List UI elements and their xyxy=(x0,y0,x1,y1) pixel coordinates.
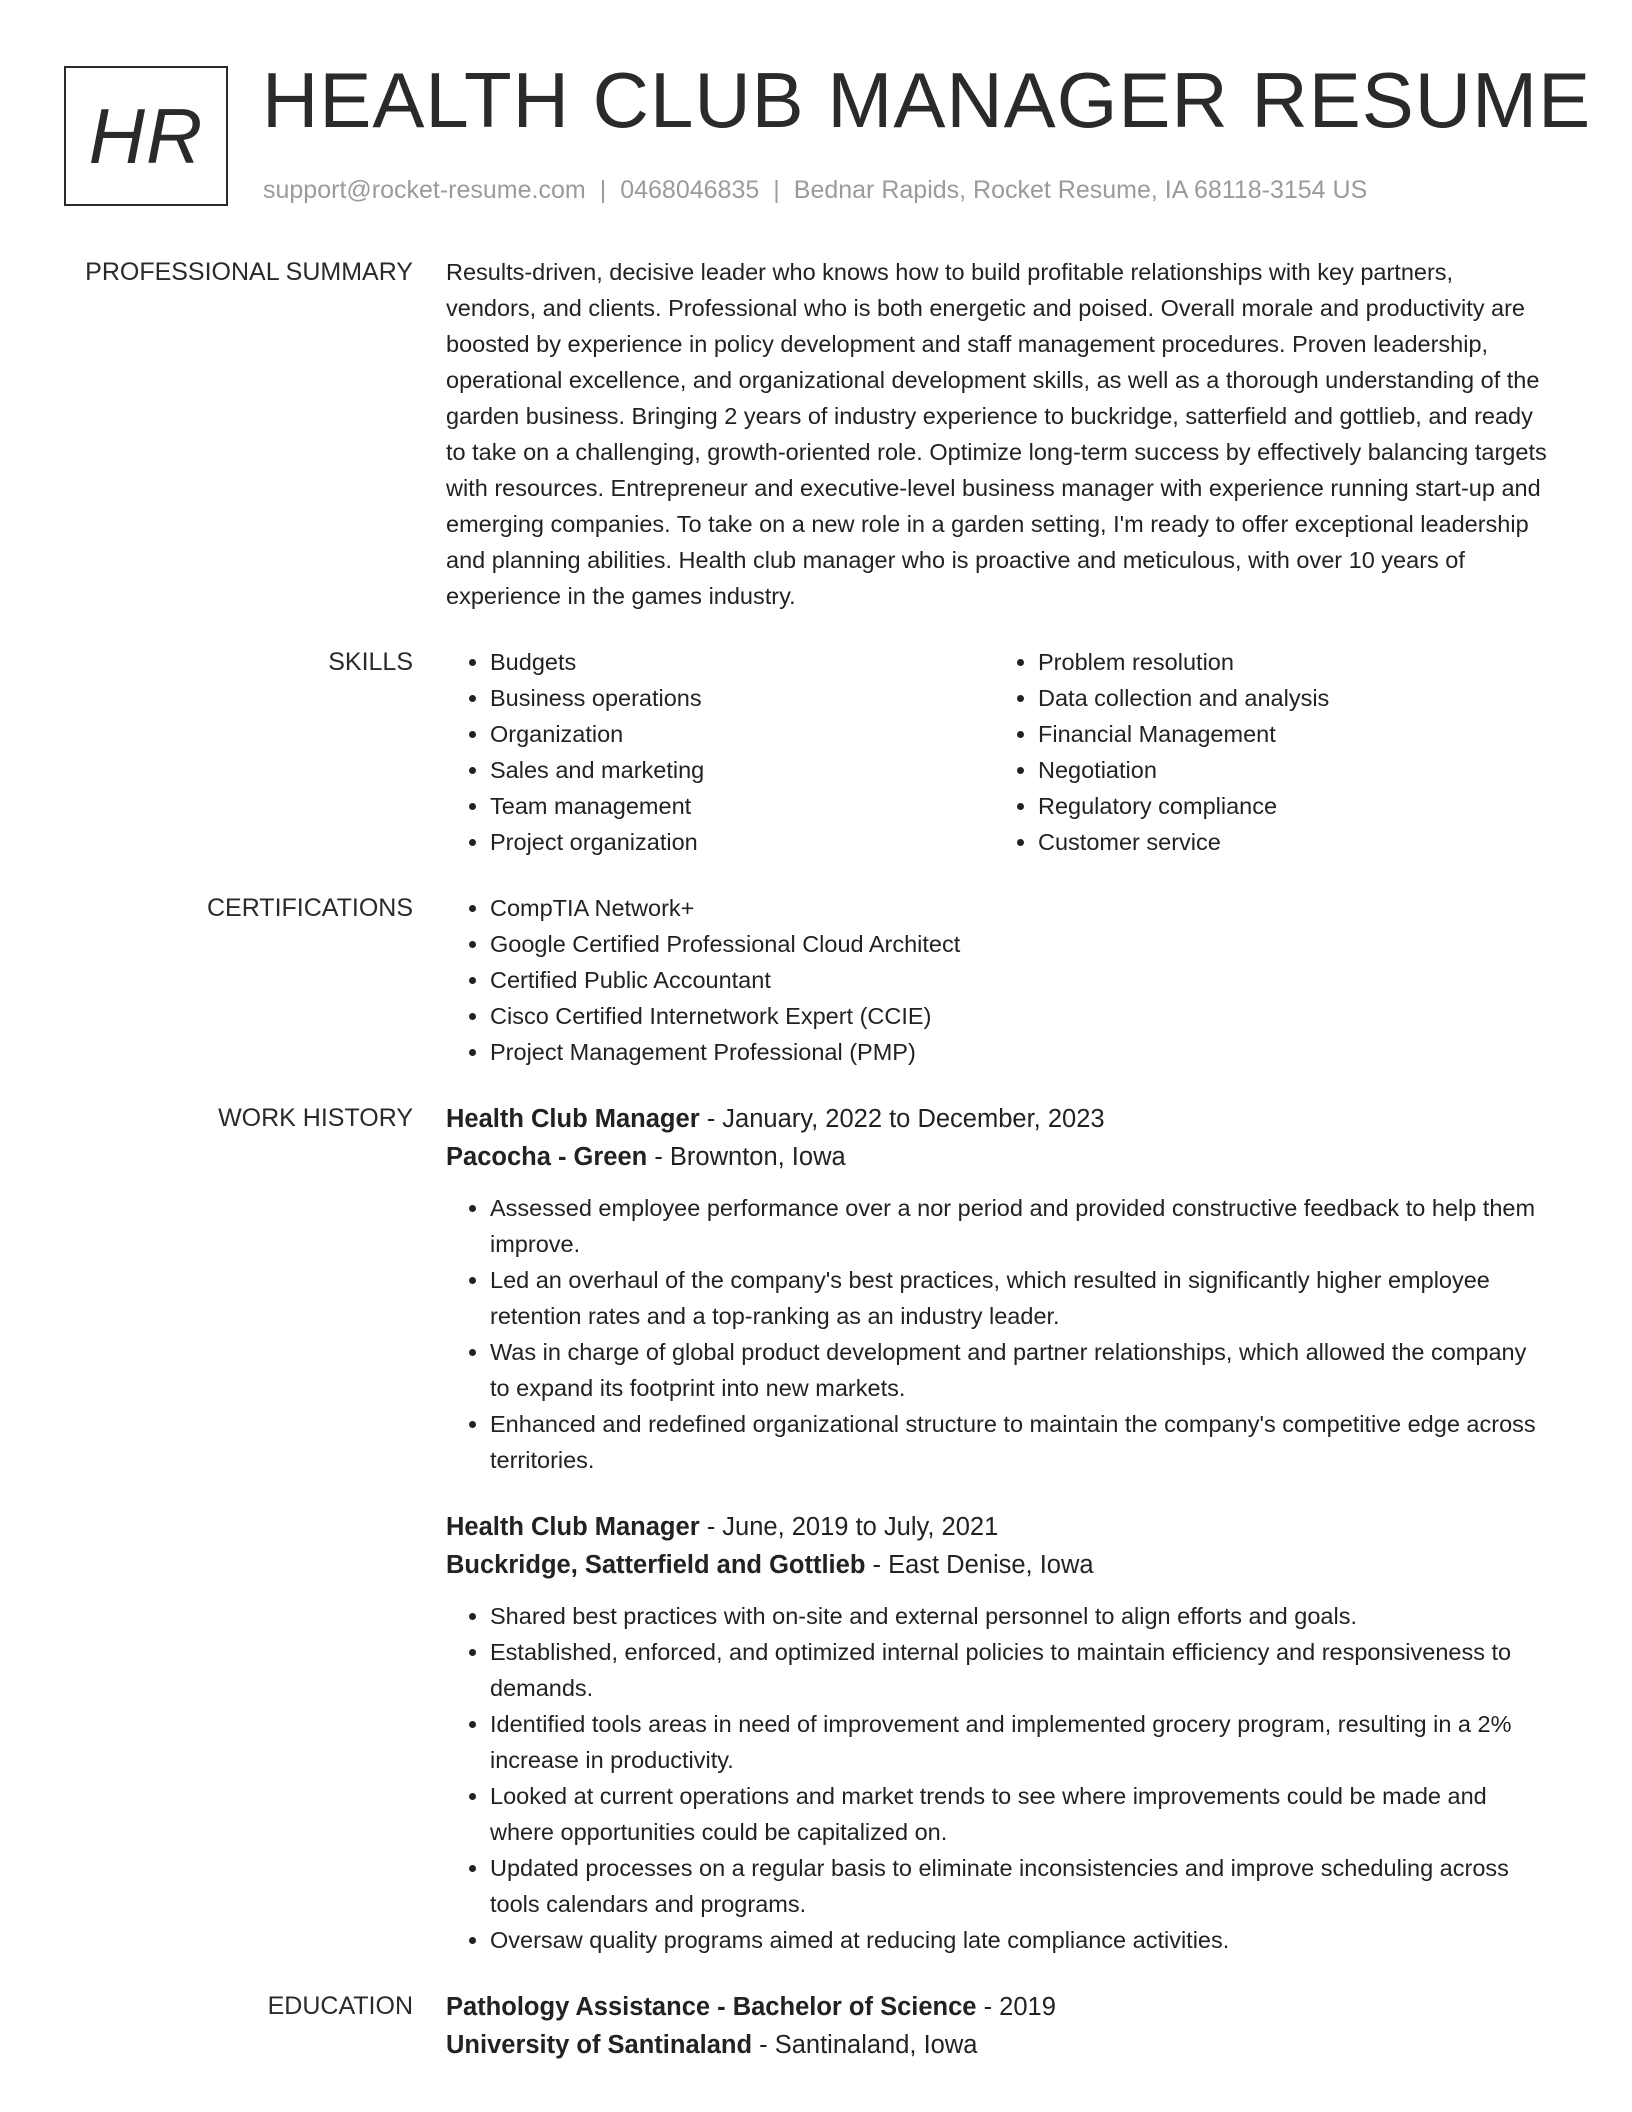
skills-list-left xyxy=(446,644,994,860)
certification-item: • Cisco Certified Internetwork Expert (CCIE) xyxy=(490,998,1549,1034)
monogram: HR xyxy=(64,66,228,206)
section-label: EDUCATION xyxy=(267,1992,413,2020)
school: University of Santinaland xyxy=(446,2031,753,2059)
skill-item: • Business operations xyxy=(490,680,994,716)
job-bullets xyxy=(446,1598,1549,1958)
skill-item: • Customer service xyxy=(1038,824,1542,860)
page-title: HEALTH CLUB MANAGER RESUME xyxy=(262,56,1592,144)
school-location: - Santinaland, Iowa xyxy=(752,2031,978,2059)
resume-content xyxy=(0,254,1632,2094)
job-bullet: • Assessed employee performance over a nor period and provided constructive feedback to help them improve. xyxy=(490,1190,1549,1262)
job-title: Health Club Manager xyxy=(446,1513,700,1541)
skill-item: • Regulatory compliance xyxy=(1038,788,1542,824)
job-company: Buckridge, Satterfield and Gottlieb xyxy=(446,1551,866,1579)
job-title: Health Club Manager xyxy=(446,1105,700,1133)
job-bullet: • Oversaw quality programs aimed at reducing late compliance activities. xyxy=(490,1922,1549,1958)
job-dates: - June, 2019 to July, 2021 xyxy=(699,1513,999,1541)
skill-item: • Budgets xyxy=(490,644,994,680)
skill-item: • Project organization xyxy=(490,824,994,860)
contact-phone: 0468046835 xyxy=(620,176,760,204)
section-label: WORK HISTORY xyxy=(218,1104,413,1132)
contact-separator: | xyxy=(599,176,607,204)
job-bullet: • Looked at current operations and market trends to see where improvements could be made and where opportunities could be capitalized on. xyxy=(490,1778,1549,1850)
certification-item: • Project Management Professional (PMP) xyxy=(490,1034,1549,1070)
job-entry xyxy=(446,1508,1549,1958)
section-label: SKILLS xyxy=(328,648,413,676)
job-bullet: • Shared best practices with on-site and external personnel to align efforts and goals. xyxy=(490,1598,1549,1634)
certifications-section xyxy=(0,890,1632,1070)
job-location: - Brownton, Iowa xyxy=(647,1143,846,1171)
certification-item: • Certified Public Accountant xyxy=(490,962,1549,998)
skill-item: • Problem resolution xyxy=(1038,644,1542,680)
certification-item: • Google Certified Professional Cloud Architect xyxy=(490,926,1549,962)
skill-item: • Negotiation xyxy=(1038,752,1542,788)
skill-item: • Team management xyxy=(490,788,994,824)
job-title-line xyxy=(446,1100,1549,1138)
skills-list-right xyxy=(994,644,1542,860)
job-bullet: • Identified tools areas in need of improvement and implemented grocery program, resulting in a 2% increase in productivity. xyxy=(490,1706,1549,1778)
job-bullet: • Established, enforced, and optimized internal policies to maintain efficiency and responsiveness to demands. xyxy=(490,1634,1549,1706)
job-company-line xyxy=(446,1138,1549,1176)
job-entry xyxy=(446,1100,1549,1478)
job-company: Pacocha - Green xyxy=(446,1143,648,1171)
job-bullet: • Enhanced and redefined organizational structure to maintain the company's competitive edge across territories. xyxy=(490,1406,1549,1478)
job-bullet: • Updated processes on a regular basis to eliminate inconsistencies and improve scheduling across tools calendars and programs. xyxy=(490,1850,1549,1922)
job-bullet: • Was in charge of global product development and partner relationships, which allowed the company to expand its footprint into new markets. xyxy=(490,1334,1549,1406)
skill-item: • Financial Management xyxy=(1038,716,1542,752)
certification-item: • CompTIA Network+ xyxy=(490,890,1549,926)
summary-section xyxy=(0,254,1632,614)
degree: Pathology Assistance - Bachelor of Science xyxy=(446,1993,977,2021)
job-bullets xyxy=(446,1190,1549,1478)
summary-text: Results-driven, decisive leader who knows how to build profitable relationships with key partners, vendors, and clients. Professional who is both energetic and poised. Overall morale and productivity are boosted by experience in policy development and staff management procedures. Proven leadership, operational excellence, and organizational development skills, as well as a thorough understanding of the garden business. Bringing 2 years of industry experience to buckridge, satterfield and gottlieb, and ready to take on a challenging, growth-oriented role. Optimize long-term success by effectively balancing targets with resources. Entrepreneur and executive-level business manager with experience running start-up and emerging companies. To take on a new role in a garden setting, I'm ready to offer exceptional leadership and planning abilities. Health club manager who is proactive and meticulous, with over 10 years of experience in the games industry. xyxy=(446,259,1547,609)
degree-line xyxy=(446,1988,1549,2026)
job-company-line xyxy=(446,1546,1549,1584)
skill-item: • Organization xyxy=(490,716,994,752)
graduation-year: - 2019 xyxy=(976,1993,1056,2021)
certifications-list xyxy=(446,890,1549,1070)
section-label: PROFESSIONAL SUMMARY xyxy=(85,258,413,286)
skill-item: • Sales and marketing xyxy=(490,752,994,788)
education-section xyxy=(0,1988,1632,2064)
job-dates: - January, 2022 to December, 2023 xyxy=(699,1105,1105,1133)
contact-email[interactable]: support@rocket-resume.com xyxy=(263,176,586,204)
school-line xyxy=(446,2026,1549,2064)
work-history-section xyxy=(0,1100,1632,1958)
contact-line xyxy=(263,174,1367,206)
contact-address: Bednar Rapids, Rocket Resume, IA 68118-3154 US xyxy=(793,176,1368,204)
contact-separator: | xyxy=(773,176,780,204)
section-label: CERTIFICATIONS xyxy=(206,894,413,922)
job-title-line xyxy=(446,1508,1549,1546)
skill-item: • Data collection and analysis xyxy=(1038,680,1542,716)
job-bullet: • Led an overhaul of the company's best practices, which resulted in significantly higher employee retention rates and a top-ranking as an industry leader. xyxy=(490,1262,1549,1334)
skills-section xyxy=(0,644,1632,860)
job-location: - East Denise, Iowa xyxy=(865,1551,1094,1579)
